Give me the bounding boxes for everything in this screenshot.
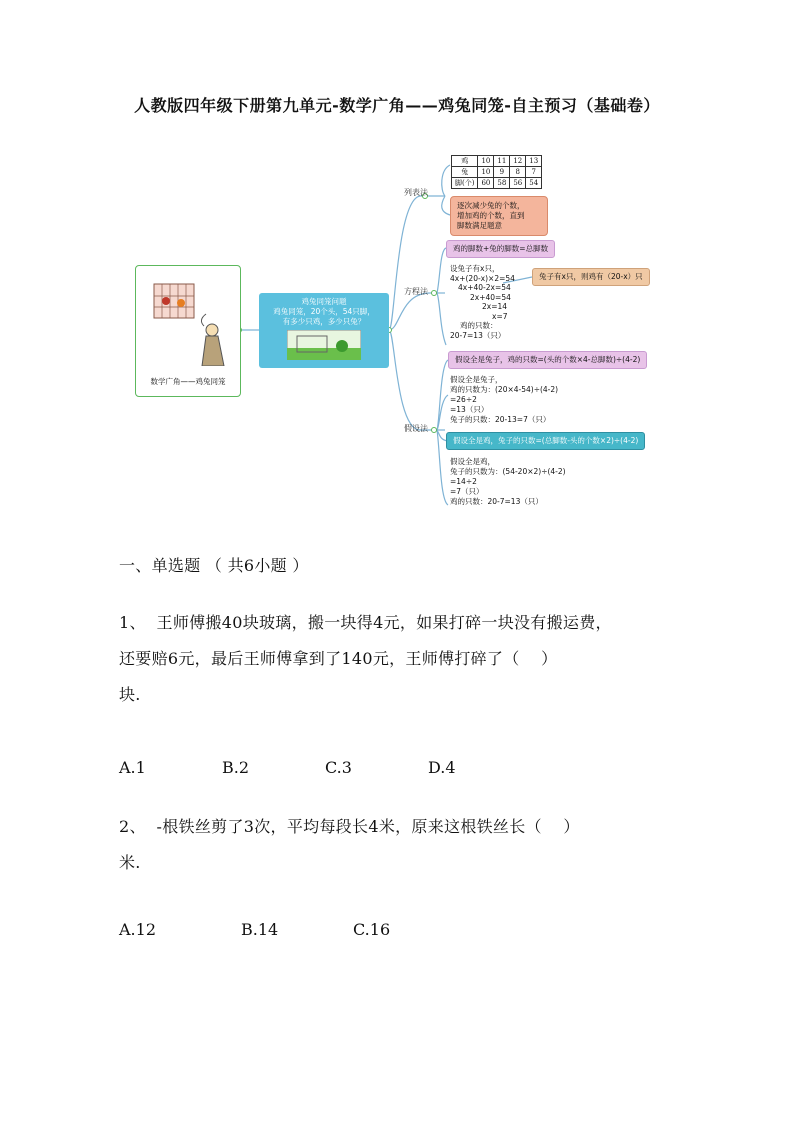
assume-chicken-steps bbox=[450, 457, 566, 507]
mind-map bbox=[0, 0, 794, 520]
assume-step: 鸡的只数为：(20×4-54)÷(4-2) bbox=[450, 385, 559, 394]
table-cell: 56 bbox=[510, 178, 526, 189]
section-heading: 一、单选题 （ 共6小题 ） bbox=[119, 556, 309, 575]
center-topic-line-1: 鸡兔同笼问题 bbox=[301, 297, 347, 306]
option-a[interactable]: A.1 bbox=[119, 758, 146, 777]
equation-step: 20-7=13（只） bbox=[450, 330, 506, 340]
question-line: 1、 王师傅搬40块玻璃，搬一块得4元，如果打碎一块没有搬运费， bbox=[119, 613, 612, 632]
table-cell: 脚(个) bbox=[452, 178, 478, 189]
table-row bbox=[452, 178, 542, 189]
equation-steps bbox=[450, 264, 515, 340]
table-cell: 13 bbox=[526, 156, 542, 167]
assume-step: =7（只） bbox=[450, 487, 484, 496]
branch-label-list: 列表法 bbox=[404, 188, 428, 197]
assume-step: =14÷2 bbox=[450, 477, 477, 486]
center-topic-line-3: 有多少只鸡，多少只兔？ bbox=[282, 317, 366, 326]
page-title: 人教版四年级下册第九单元-数学广角——鸡兔同笼-自主预习（基础卷） bbox=[134, 96, 660, 115]
assume-step: =26÷2 bbox=[450, 395, 477, 404]
center-topic-line-2: 鸡兔同笼，20个头，54只脚， bbox=[273, 307, 375, 316]
equation-step: 4x+(20-x)×2=54 bbox=[450, 273, 515, 283]
list-note-line: 逐次减少兔的个数， bbox=[457, 201, 525, 210]
question-line: 2、 -根铁丝剪了3次，平均每段长4米，原来这根铁丝长（ ） bbox=[119, 817, 580, 836]
assume-step: 兔子的只数：20-13=7（只） bbox=[450, 415, 551, 424]
table-cell: 7 bbox=[526, 167, 542, 178]
assume-step: 鸡的只数：20-7=13（只） bbox=[450, 497, 543, 506]
table-cell: 60 bbox=[478, 178, 494, 189]
assume-step: 假设全是兔子， bbox=[450, 375, 503, 384]
question-line: 块. bbox=[119, 685, 141, 704]
equation-step: 2x+40=54 bbox=[470, 292, 511, 302]
equation-step: 设兔子有x只， bbox=[450, 264, 500, 273]
center-topic bbox=[259, 293, 389, 368]
question-line: 米. bbox=[119, 853, 141, 872]
mind-map-connectors bbox=[0, 0, 794, 520]
table-cell: 鸡 bbox=[452, 156, 478, 167]
equation-side-note: 兔子有x只，则鸡有（20-x）只 bbox=[532, 268, 650, 286]
branch-label-equation: 方程法 bbox=[404, 287, 428, 296]
left-caption: 数学广角——鸡兔同笼 bbox=[150, 377, 226, 386]
table-cell: 12 bbox=[510, 156, 526, 167]
table-cell: 9 bbox=[494, 167, 510, 178]
table-cell: 11 bbox=[494, 156, 510, 167]
table-row bbox=[452, 156, 542, 167]
chicken-rabbit-scene-image bbox=[287, 330, 361, 360]
table-cell: 8 bbox=[510, 167, 526, 178]
table-cell: 54 bbox=[526, 178, 542, 189]
assume-step: 兔子的只数为：(54-20×2)÷(4-2) bbox=[450, 467, 566, 476]
list-note-line: 脚数满足题意 bbox=[457, 221, 502, 230]
question-2 bbox=[119, 809, 679, 881]
table-cell: 10 bbox=[478, 167, 494, 178]
question-line: 还要赔6元，最后王师傅拿到了140元，王师傅打碎了（ ） bbox=[119, 649, 558, 668]
table-cell: 兔 bbox=[452, 167, 478, 178]
list-table bbox=[451, 155, 542, 189]
assume-rabbit-steps bbox=[450, 375, 558, 425]
equation-step: 4x+40-2x=54 bbox=[458, 283, 511, 292]
option-b[interactable]: B.14 bbox=[241, 920, 279, 939]
option-c[interactable]: C.3 bbox=[325, 758, 352, 777]
equation-formula: 鸡的脚数+兔的脚数=总脚数 bbox=[446, 240, 555, 258]
list-note bbox=[450, 196, 548, 236]
equation-step: 2x=14 bbox=[482, 302, 508, 311]
assume-step: =13（只） bbox=[450, 405, 489, 414]
option-c[interactable]: C.16 bbox=[353, 920, 391, 939]
equation-step: x=7 bbox=[492, 311, 508, 321]
equation-step: 鸡的只数： bbox=[460, 321, 498, 330]
table-cell: 58 bbox=[494, 178, 510, 189]
option-a[interactable]: A.12 bbox=[119, 920, 156, 939]
chicken-rabbit-cage-illustration bbox=[146, 276, 230, 366]
assume-chicken-rule: 假设全是鸡，兔子的只数=(总脚数-头的个数×2)÷(4-2) bbox=[446, 432, 645, 450]
table-row bbox=[452, 167, 542, 178]
question-1 bbox=[119, 605, 679, 713]
assume-rabbit-rule: 假设全是兔子，鸡的只数=(头的个数×4-总脚数)÷(4-2) bbox=[448, 351, 647, 369]
list-note-line: 增加鸡的个数，直到 bbox=[457, 211, 525, 220]
mind-map-left-frame bbox=[135, 265, 241, 397]
assume-step: 假设全是鸡， bbox=[450, 457, 495, 466]
branch-label-assume: 假设法 bbox=[404, 424, 428, 433]
option-d[interactable]: D.4 bbox=[428, 758, 456, 777]
table-cell: 10 bbox=[478, 156, 494, 167]
option-b[interactable]: B.2 bbox=[222, 758, 250, 777]
